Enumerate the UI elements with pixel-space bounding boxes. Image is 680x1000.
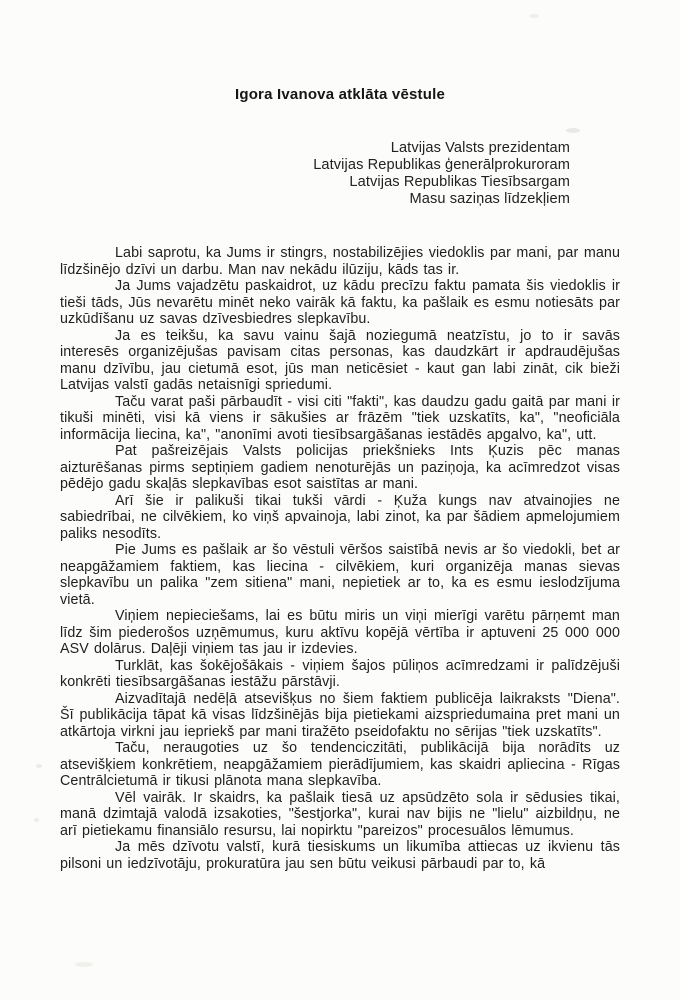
scan-artifact [529, 14, 539, 18]
paragraph: Ja es teikšu, ka savu vainu šajā noziegumā neatzīstu, jo to ir savās interesēs organizējušas pavisam citas personas, kas daudzkārt ir apdraudējušas manu dzīvību, jau cietumā esot, jūs man neticēsiet - kaut gan labi zināt, cik bieži Latvijas valstī gadās netaisnīgi spriedumi. [60, 327, 620, 393]
scan-artifact [36, 764, 42, 768]
paragraph: Ja Jums vajadzētu paskaidrot, uz kādu precīzu faktu pamata šis viedoklis ir tieši tāds, Jūs nevarētu minēt neko vairāk kā faktu, ka pašlaik es esmu notiesāts par uzkūdīšanu uz savas dzīvesbiedres slepkavību. [60, 278, 620, 327]
paragraph: Pie Jums es pašlaik ar šo vēstuli vēršos saistībā nevis ar šo viedokli, bet ar neapgāžamiem faktiem, kas liecina - cilvēkiem, kuri organizēja manas sievas slepkavību un palika "zem sitiena" mani, nepietiek ar to, ka es esmu ieslodzījuma vietā. [60, 542, 620, 608]
paragraph: Vēl vairāk. Ir skaidrs, ka pašlaik tiesā uz apsūdzēto sola ir sēdusies tikai, manā dzimtajā valodā izsakoties, "šestjorka", kurai nav bijis ne "lielu" aizbildņu, ne arī pietiekamu finansiālo resursu, lai nopirktu "pareizos" procesuālos lēmumus. [60, 789, 620, 839]
scan-artifact [34, 818, 39, 822]
addressee-line-president: Latvijas Valsts prezidentam [390, 140, 570, 156]
paragraph: Viņiem nepieciešams, lai es būtu miris un viņi mierīgi varētu pārņemt man līdz šim piederošos uzņēmumus, kuru aktīvu kopējā vērtība ir aptuveni 25 000 000 ASV dolārus. Daļēji viņiem tas jau ir izdevies. [60, 608, 620, 657]
paragraph: Taču, neraugoties uz šo tendenciczitāti, publikācijā bija norādīts uz atsevišķiem konkrētiem, neapgāžamiem pierādījumiem, kas skaidri apliecina - Rīgas Centrālcietumā ir tikusi plānota mana slepkavība. [60, 740, 620, 789]
addressee-line-ombudsman: Latvijas Republikas Tiesībsargam [349, 174, 570, 190]
paragraph: Pat pašreizējais Valsts policijas priekšnieks Ints Ķuzis pēc manas aizturēšanas pirms septiņiem gadiem nenoturējās un paziņoja, ka acīmredzot visas pēdējo gadu skaļās slepkavības esot saistītas ar mani. [60, 443, 620, 492]
addressee-line-prosecutor: Latvijas Republikas ģenerālprokuroram [313, 157, 570, 173]
paragraph: Labi saprotu, ka Jums ir stingrs, nostabilizējies viedoklis par mani, par manu līdzšinējo dzīvi un darbu. Man nav nekādu ilūziju, kāds tas ir. [60, 245, 620, 278]
addressee-block [0, 140, 680, 208]
addressee-line-media: Masu saziņas līdzekļiem [409, 191, 570, 207]
paragraph: Ja mēs dzīvotu valstī, kurā tiesiskums un likumība attiecas uz ikvienu tās pilsoni un iedzīvotāju, prokuratūra jau sen būtu veikusi pārbaudi par to, kā [60, 839, 620, 872]
letter-body [60, 245, 620, 872]
letter-title: Igora Ivanova atklāta vēstule [234, 86, 446, 103]
scan-artifact [566, 128, 580, 133]
paragraph: Aizvadītajā nedēļā atsevišķus no šiem faktiem publicēja laikraksts "Diena". Šī publikācija tāpat kā visas līdzšinējās bija pietiekami aizspriedumaina pret mani un atkārtoja virkni jau iepriekš par mani tiražēto pseidofaktu no sērijas "tiek uzskatīts". [60, 690, 620, 740]
paragraph: Turklāt, kas šokējošākais - viņiem šajos pūliņos acīmredzami ir palīdzējuši konkrēti tiesībsargāšanas iestāžu pārstāvji. [60, 657, 620, 690]
paragraph: Arī šie ir palikuši tikai tukši vārdi - Ķuža kungs nav atvainojies ne sabiedrībai, ne cilvēkiem, ko viņš apvainoja, labi zinot, ka par šādiem apmelojumiem paliks nesodīts. [60, 492, 620, 542]
scan-artifact [75, 962, 93, 967]
paragraph: Taču varat paši pārbaudīt - visi citi "fakti", kas daudzu gadu gaitā par mani ir tikuši minēti, visi kā viens ir sākušies ar frāzēm "tiek uzskatīts, ka", "neoficiāla informācija liecina, ka", "anonīmi avoti tiesībsargāšanas iestādēs apgalvo, ka", utt. [60, 393, 620, 443]
